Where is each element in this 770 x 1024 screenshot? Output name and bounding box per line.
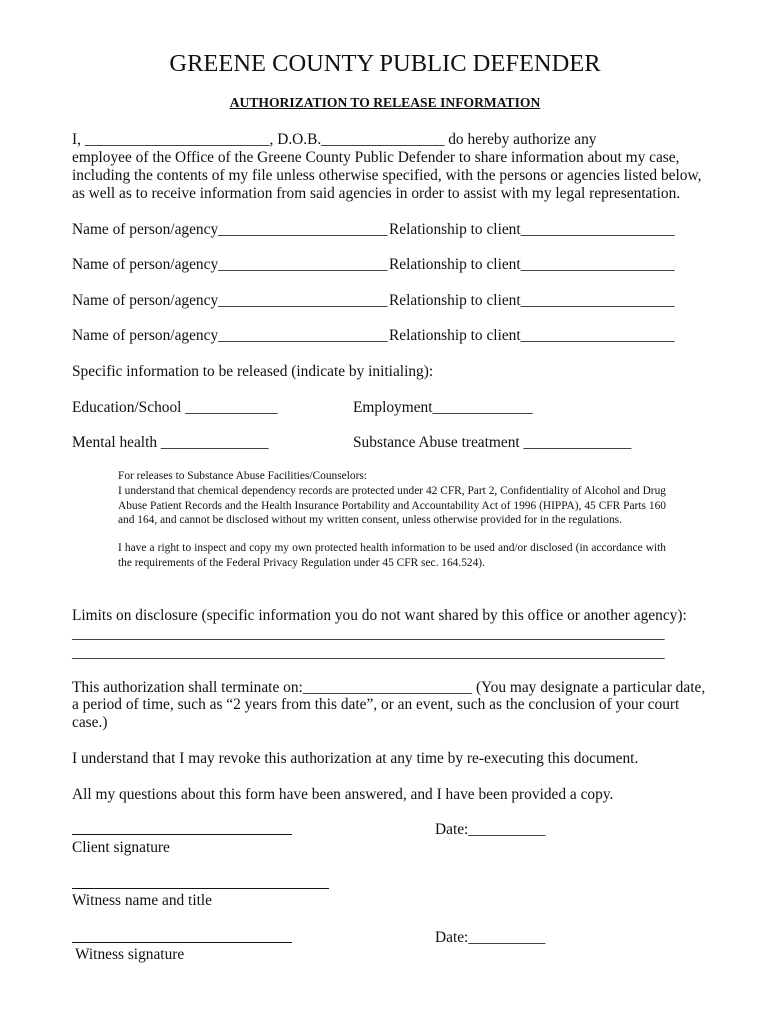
relationship-field[interactable]: Relationship to client____________________ [389,327,675,344]
agency-name-field[interactable]: Name of person/agency______________________ [72,256,388,273]
specific-info-heading: Specific information to be released (indicate by initialing): [72,363,434,380]
mental-health-initial-field[interactable]: Mental health ______________ [72,434,269,451]
education-initial-field[interactable]: Education/School ____________ [72,399,278,416]
questions-statement: All my questions about this form have been answered, and I have been provided a copy. [72,786,614,803]
witness-name-label: Witness name and title [72,892,212,909]
intro-line-4: as well as to receive information from said agencies in order to assist with my legal representation. [72,185,681,202]
termination-line-2: a period of time, such as “2 years from this date”, or an event, such as the conclusion of your court [72,696,680,713]
revoke-statement: I understand that I may revoke this authorization at any time by re-executing this document. [72,750,639,767]
client-signature-label: Client signature [72,839,170,856]
relationship-field[interactable]: Relationship to client____________________ [389,221,675,238]
witness-signature-line[interactable] [72,942,292,943]
intro-line-1: I, ________________________, D.O.B.________________ do hereby authorize any [72,131,597,148]
relationship-field[interactable]: Relationship to client____________________ [389,292,675,309]
limits-heading: Limits on disclosure (specific information you do not want shared by this office or another agency): [72,607,687,624]
agency-name-field[interactable]: Name of person/agency______________________ [72,327,388,344]
substance-abuse-initial-field[interactable]: Substance Abuse treatment ______________ [353,434,632,451]
agency-name-field[interactable]: Name of person/agency______________________ [72,221,388,238]
termination-line-1[interactable]: This authorization shall terminate on:______________________ (You may designate a particular date, [72,679,706,696]
substance-abuse-notice [118,469,666,571]
witness-name-line[interactable] [72,888,329,889]
form-subtitle: AUTHORIZATION TO RELEASE INFORMATION [229,95,541,110]
limits-field-line-2[interactable]: _____________________________________________________________________________ [72,644,665,661]
intro-line-2: employee of the Office of the Greene County Public Defender to share information about my case, [72,149,680,166]
employment-initial-field[interactable]: Employment_____________ [353,399,533,416]
agency-name-field[interactable]: Name of person/agency______________________ [72,292,388,309]
notice-paragraph-2: I have a right to inspect and copy my own protected health information to be used and/or disclosed (in accordance with the requirements of the Federal Privacy Regulation under 45 CFR sec. 164.524). [118,542,666,569]
termination-line-3: case.) [72,714,108,731]
limits-field-line-1[interactable]: _____________________________________________________________________________ [72,625,665,642]
client-signature-line[interactable] [72,834,292,835]
notice-heading: For releases to Substance Abuse Facilities/Counselors: [118,470,367,482]
client-date-field[interactable]: Date:__________ [435,821,546,838]
intro-line-3: including the contents of my file unless otherwise specified, with the persons or agencies listed below, [72,167,702,184]
relationship-field[interactable]: Relationship to client____________________ [389,256,675,273]
notice-paragraph-1: I understand that chemical dependency records are protected under 42 CFR, Part 2, Confidentiality of Alcohol and Drug Abuse Patient Records and the Health Insurance Portability and Accountability Act of 1996 (HIPPA), 45 CFR Parts 160 and 164, and cannot be disclosed without my written consent, unless otherwise provided for in the regulations. [118,484,666,527]
witness-signature-label: Witness signature [75,946,185,963]
witness-date-field[interactable]: Date:__________ [435,929,546,946]
page-title: GREENE COUNTY PUBLIC DEFENDER [169,50,601,77]
